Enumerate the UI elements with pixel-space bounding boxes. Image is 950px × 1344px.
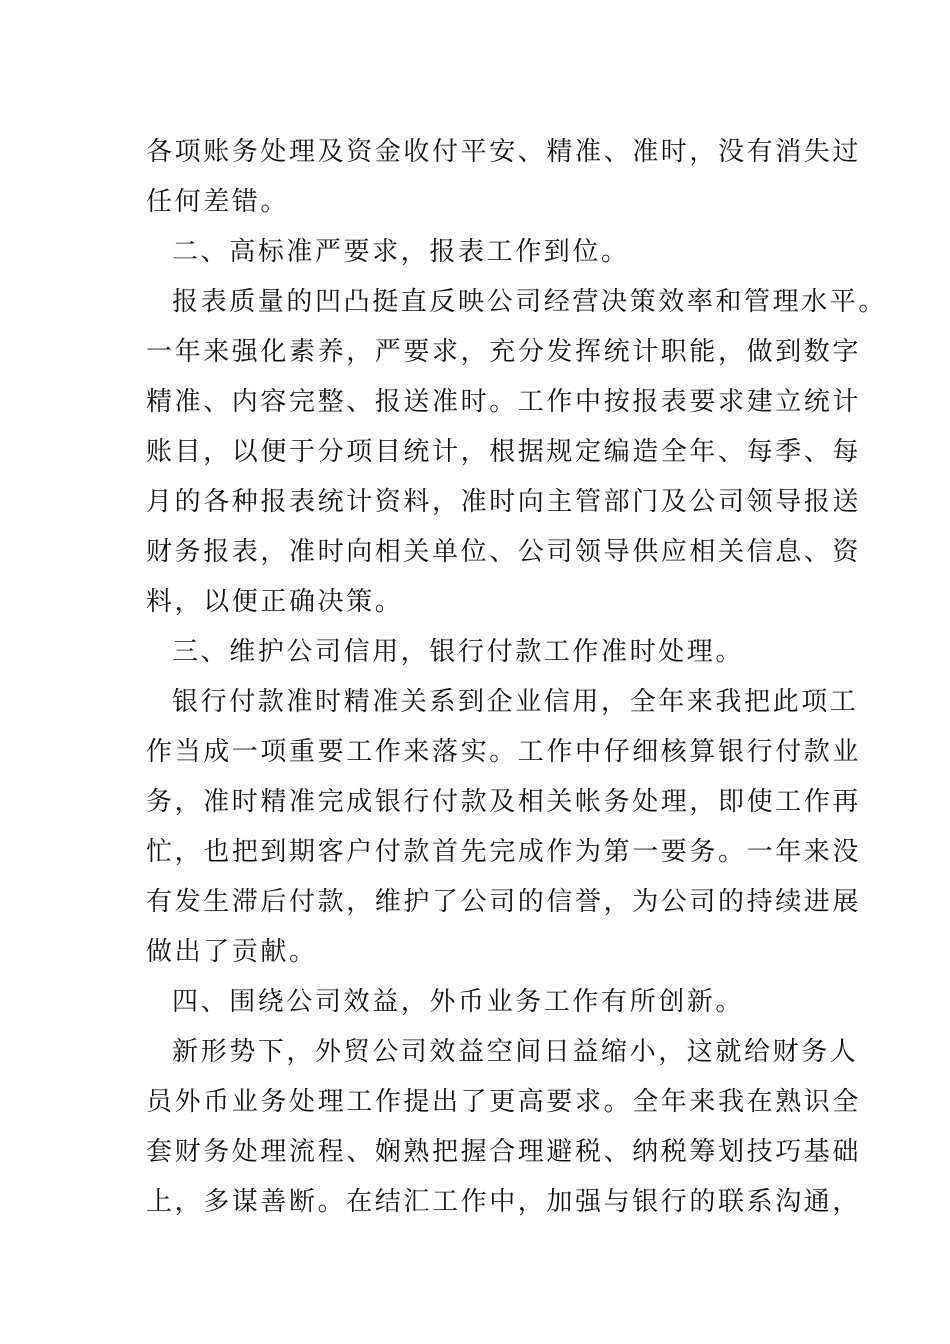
text-line: 任何差错。 [146, 187, 290, 217]
text-line: 有发生滞后付款，维护了公司的信誉，为公司的持续进展 [146, 887, 862, 917]
text-line: 各项账务处理及资金收付平安、精准、准时，没有消失过 [146, 137, 862, 167]
text-line: 银行付款准时精准关系到企业信用，全年来我把此项工 [172, 687, 859, 717]
text-line: 财务报表，准时向相关单位、公司领导供应相关信息、资 [146, 537, 862, 567]
text-line: 账目，以便于分项目统计，根据规定编造全年、每季、每 [146, 437, 862, 467]
text-line: 料，以便正确决策。 [146, 587, 404, 617]
text-line: 务，准时精准完成银行付款及相关帐务处理，即使工作再 [146, 787, 862, 817]
text-line: 一年来强化素养，严要求，充分发挥统计职能，做到数字 [146, 337, 862, 367]
section-heading-2: 二、高标准严要求，报表工作到位。 [172, 237, 630, 267]
text-line: 作当成一项重要工作来落实。工作中仔细核算银行付款业 [146, 737, 862, 767]
section-heading-4: 四、围绕公司效益，外币业务工作有所创新。 [172, 987, 745, 1017]
text-line: 套财务处理流程、娴熟把握合理避税、纳税筹划技巧基础 [146, 1137, 862, 1167]
text-line: 精准、内容完整、报送准时。工作中按报表要求建立统计 [146, 387, 862, 417]
text-line: 新形势下，外贸公司效益空间日益缩小，这就给财务人 [172, 1037, 859, 1067]
text-line: 做出了贡献。 [146, 937, 318, 967]
text-line: 月的各种报表统计资料，准时向主管部门及公司领导报送 [146, 487, 862, 517]
section-heading-3: 三、维护公司信用，银行付款工作准时处理。 [172, 637, 745, 667]
text-line: 员外币业务处理工作提出了更高要求。全年来我在熟识全 [146, 1087, 862, 1117]
text-line: 忙，也把到期客户付款首先完成作为第一要务。一年来没 [146, 837, 862, 867]
text-line: 上，多谋善断。在结汇工作中，加强与银行的联系沟通， [146, 1187, 862, 1217]
text-line: 报表质量的凹凸挺直反映公司经营决策效率和管理水平。 [172, 287, 888, 317]
